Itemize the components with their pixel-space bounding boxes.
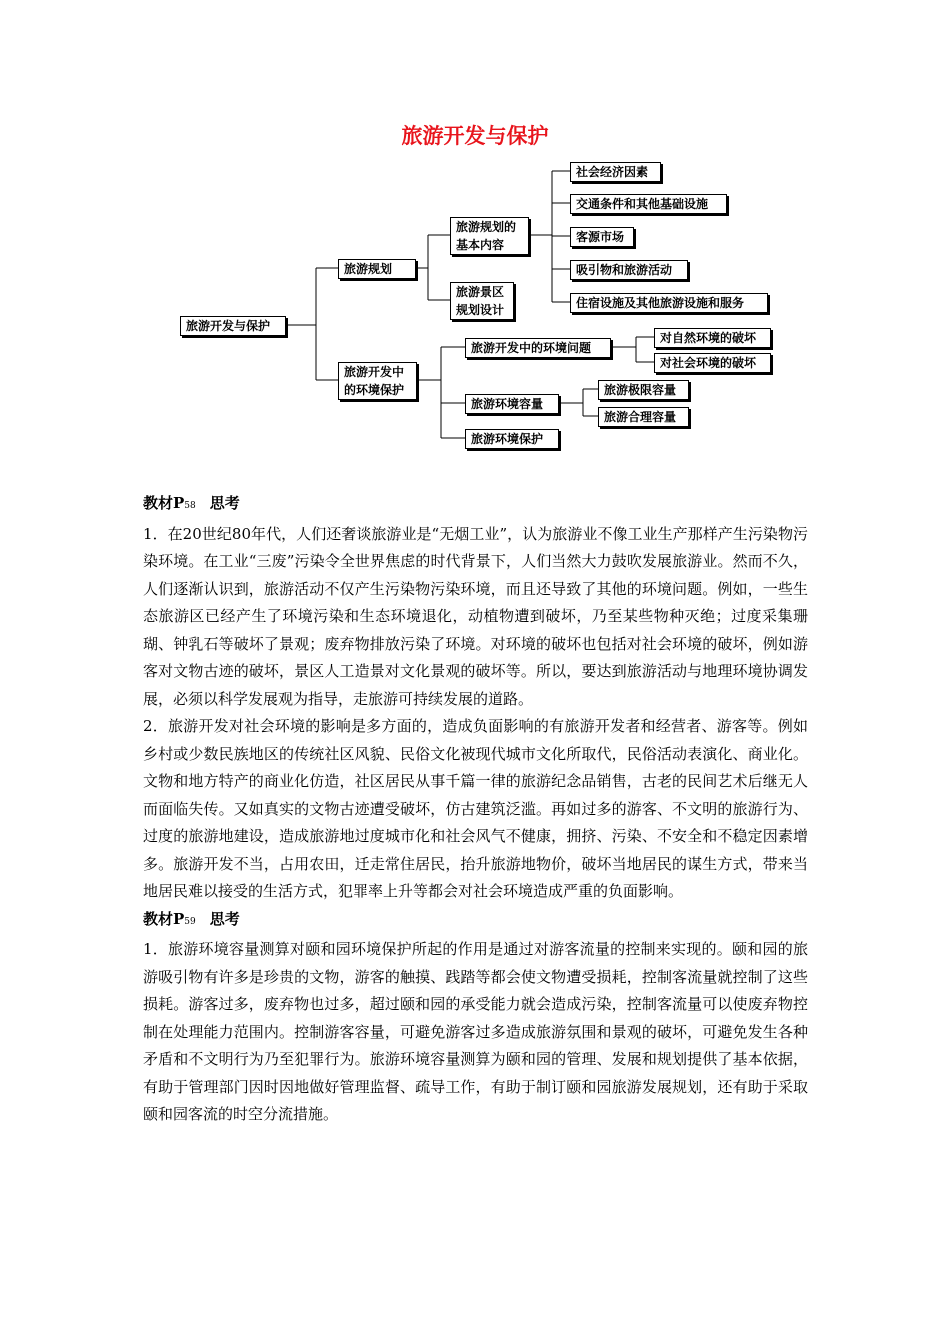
diagram-node-plan: 旅游规划: [338, 259, 416, 279]
diagram-basic-item: 交通条件和其他基础设施: [570, 194, 727, 214]
diagram-env-capacity-item: 旅游合理容量: [598, 407, 689, 427]
diagram-basic-item: 吸引物和旅游活动: [570, 260, 688, 280]
paragraph: 1．在20世纪80年代，人们还奢谈旅游业是“无烟工业”，认为旅游业不像工业生产那样产生污染物污染环境。在工业“三废”污染令全世界焦虑的时代背景下，人们当然大力鼓吹发展旅游业。然而不久，人们逐渐认识到，旅游活动不仅产生污染物污染环境，而且还导致了其他的环境问题。例如，一些生态旅游区已经产生了环境污染和生态环境退化，动植物遭到破坏，乃至某些物种灭绝；过度采集珊瑚、钟乳石等破坏了景观；废弃物排放污染了环境。对环境的破坏也包括对社会环境的破坏，例如游客对文物古迹的破坏，景区人工造景对文化景观的破坏等。所以，要达到旅游活动与地理环境协调发展，必须以科学发展观为指导，走旅游可持续发展的道路。: [143, 524, 808, 708]
diagram-env-issue-item: 对社会环境的破坏: [654, 353, 771, 373]
body-text: [143, 490, 808, 1129]
diagram-basic-item: 客源市场: [570, 227, 634, 247]
paragraph: 1．旅游环境容量测算对颐和园环境保护所起的作用是通过对游客流量的控制来实现的。颐和园的旅游吸引物有许多是珍贵的文物，游客的触摸、践踏等都会使文物遭受损耗，控制客流量就控制了这些损耗。游客过多，废弃物也过多，超过颐和园的承受能力就会造成污染，控制客流量可以使废弃物控制在处理能力范围内。控制游客容量，可避免游客过多造成旅游氛围和景观的破坏，可避免发生各种矛盾和不文明行为乃至犯罪行为。旅游环境容量测算为颐和园的管理、发展和规划提供了基本依据，有助于管理部门因时因地做好管理监督、疏导工作，有助于制订颐和园旅游发展规划，还有助于采取颐和园客流的时空分流措施。: [143, 940, 808, 1123]
diagram-node-env-issue: 旅游开发中的环境问题: [465, 338, 611, 358]
diagram-env-capacity-item: 旅游极限容量: [598, 380, 689, 400]
diagram-basic-item: 住宿设施及其他旅游设施和服务: [570, 293, 768, 313]
paragraph: 2．旅游开发对社会环境的影响是多方面的，造成负面影响的有旅游开发者和经营者、游客等。例如乡村或少数民族地区的传统社区风貌、民俗文化被现代城市文化所取代，民俗活动表演化、商业化。文物和地方特产的商业化仿造，社区居民从事千篇一律的旅游纪念品销售，古老的民间艺术后继无人而面临失传。又如真实的文物古迹遭受破坏，仿古建筑泛滥。再如过多的游客、不文明的旅游行为、过度的旅游地建设，造成旅游地过度城市化和社会风气不健康，拥挤、污染、不安全和不稳定因素增多。旅游开发不当，占用农田，迁走常住居民，抬升旅游地物价，破坏当地居民的谋生方式，带来当地居民难以接受的生活方式，犯罪率上升等都会对社会环境造成严重的负面影响。: [143, 717, 808, 900]
diagram-node-env-protect: 旅游环境保护: [465, 429, 559, 449]
diagram-node-env-capacity: 旅游环境容量: [465, 394, 559, 414]
diagram-node-env: 旅游开发中 的环境保护: [338, 362, 417, 400]
diagram-node-plan-basic: 旅游规划的 基本内容: [450, 217, 529, 255]
section-heading: 教材P59 思考: [143, 909, 240, 928]
diagram-basic-item: 社会经济因素: [570, 162, 661, 182]
diagram-root-node: 旅游开发与保护: [180, 316, 286, 336]
diagram-env-issue-item: 对自然环境的破坏: [654, 328, 771, 348]
diagram-node-plan-scenic: 旅游景区 规划设计: [450, 282, 514, 320]
page-title: 旅游开发与保护: [401, 124, 549, 148]
section-heading: 教材P58 思考: [143, 494, 240, 512]
